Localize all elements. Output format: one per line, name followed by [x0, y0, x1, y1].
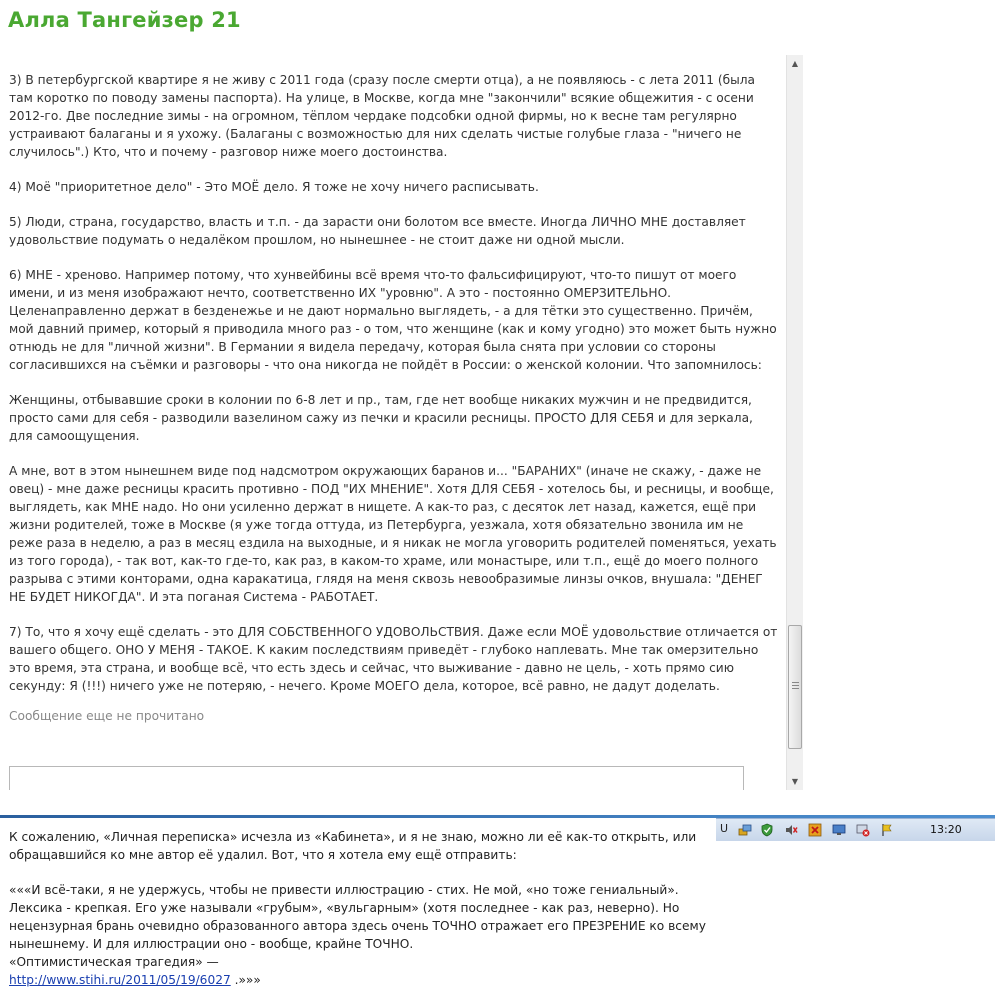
page-title: Алла Тангейзер 21 [8, 8, 241, 32]
message-paragraph: 7) То, что я хочу ещё сделать - это ДЛЯ СОБСТВЕННОГО УДОВОЛЬСТВИЯ. Даже если МОЁ удовольствие отличается от вашего общего. ОНО У МЕНЯ - ТАКОЕ. К каким последствиям приведёт - глубоко наплевать. Мне так омерзительно это время, эта страна, и вообще всё, что есть здесь и сейчас, что выживание - давно не цель, - хоть прямо сию секунду: Я (!!!) ничего уже не потеряю, - нечего. Кроме МОЕГО дела, которое, всё равно, не дадут доделать. [9, 625, 778, 693]
note-line: «««И всё-таки, я не удержусь, чтобы не привести иллюстрацию - стих. Не мой, «но тоже гениальный». Лексика - крепкая. Его уже называли «грубым», «вульгарным» (хотя последнее - как раз, неверно). Но нецензурная брань очевидно образованного автора здесь очень ТОЧНО отражает его ПРЕЗРЕНИЕ ко всему нынешнему. И для иллюстрации оно - вообще, крайне ТОЧНО. [9, 883, 706, 951]
message-paragraph: 4) Моё "приоритетное дело" - Это МОЁ дело. Я тоже не хочу ничего расписывать. [9, 180, 539, 194]
link-suffix: .»»» [230, 973, 261, 987]
stihi-link[interactable]: http://www.stihi.ru/2011/05/19/6027 [9, 973, 231, 987]
message-paragraph: А мне, вот в этом нынешнем виде под надсмотром окружающих баранов и... "БАРАНИХ" (иначе не скажу, - даже не овец) - мне даже ресницы красить противно - ПОД "ИХ МНЕНИЕ". Хотя ДЛЯ СЕБЯ - хотелось бы, и ресницы, и вообще, выглядеть, как МНЕ надо. Но они усиленно держат в нищете. А как-то раз, с десяток лет назад, кажется, ещё при жизни родителей, тоже в Москве (я уже тогда оттуда, из Петербурга, уезжала, хотя обязательно звонила им не реже раза в неделю, а раз в месяц ездила на выходные, и я никак не могла уговорить родителей поменяться, уехать из того города), - так вот, как-то где-то, как раз, в каком-то храме, или монастыре, или т.п., ещё до моего полного разрыва с этими конторами, одна каракатица, глядя на меня сквозь невообразимые линзы очков, внушала: "ДЕНЕГ НЕ БУДЕТ НИКОГДА". И эта поганая Система - РАБОТАЕТ. [9, 464, 777, 604]
scroll-thumb[interactable] [788, 625, 802, 749]
message-paragraph: 5) Люди, страна, государство, власть и т.п. - да зарасти они болотом все вместе. Иногда ЛИЧНО МНЕ доставляет удовольствие подумать о недалёком прошлом, но нынешнее - не стоит даже ни одной мысли. [9, 215, 746, 247]
monitor-icon[interactable] [832, 823, 846, 837]
message-paragraph: 3) В петербургской квартире я не живу с 2011 года (сразу после смерти отца), а не появляюсь - с лета 2011 (была там коротко по поводу замены паспорта). На улице, в Москве, когда мне "закончили" всякие общежития - с осени 2012-го. Две последние зимы - на огромном, тёплом чердаке подсобки одной фирмы, но к весне там регулярно устраивают балаганы и я ухожу. (Балаганы с возможностью для них сделать чистые голубые глаза - "ничего не случилось".) Кто, что и почему - разговор ниже моего достоинства. [9, 73, 756, 159]
message-body [9, 71, 779, 725]
security-alert-icon[interactable] [808, 823, 822, 837]
scroll-down-icon[interactable]: ▼ [791, 777, 799, 786]
message-paragraph: 6) МНЕ - хреново. Например потому, что хунвейбины всё время что-то фальсифицируют, что-то пишут от моего имени, и из меня изображают нечто, соответственно ИХ "уровню". А это - постоянно ОМЕРЗИТЕЛЬНО. Целенаправленно держат в безденежье и не дают нормально выглядеть, - а для тётки это существенно. Причём, мой давний пример, который я приводила много раз - о том, что женщине (как и кому угодно) это может быть нужно отнюдь не для "личной жизни". В Германии я видела передачу, которая была снята при условии со стороны согласившихся на съёмки и разговоры - что она никогда не пойдёт в России: о женской колонии. Что запомнилось: [9, 268, 777, 372]
reply-textarea[interactable] [9, 766, 744, 790]
clock[interactable]: 13:20 [930, 823, 962, 836]
message-paragraph: Женщины, отбывавшие сроки в колонии по 6-8 лет и пр., там, где нет вообще никаких мужчин и не предвидится, просто сами для себя - разводили вазелином сажу из печки и красили ресницы. ПРОСТО ДЛЯ СЕБЯ и для зеркала, для самоощущения. [9, 393, 753, 443]
message-panel [0, 55, 786, 790]
note-text [9, 828, 719, 989]
language-indicator[interactable]: U [720, 822, 729, 835]
network-error-icon[interactable] [856, 823, 870, 837]
note-line: «Оптимистическая трагедия» — [9, 955, 219, 969]
shield-icon[interactable] [760, 823, 774, 837]
scroll-up-icon[interactable]: ▲ [791, 59, 799, 68]
vertical-scrollbar[interactable] [786, 55, 803, 790]
volume-muted-icon[interactable] [784, 823, 798, 837]
flag-icon[interactable] [880, 823, 894, 837]
note-line: К сожалению, «Личная переписка» исчезла из «Кабинета», и я не знаю, можно ли её как-то открыть, или обращавшийся ко мне автор её удалил. Вот, что я хотела ему ещё отправить: [9, 830, 697, 862]
grip-icon [792, 682, 799, 691]
network-icon[interactable] [738, 823, 752, 837]
message-status: Сообщение еще не прочитано [9, 709, 205, 723]
note-link-line [9, 971, 719, 989]
system-tray [716, 818, 995, 841]
